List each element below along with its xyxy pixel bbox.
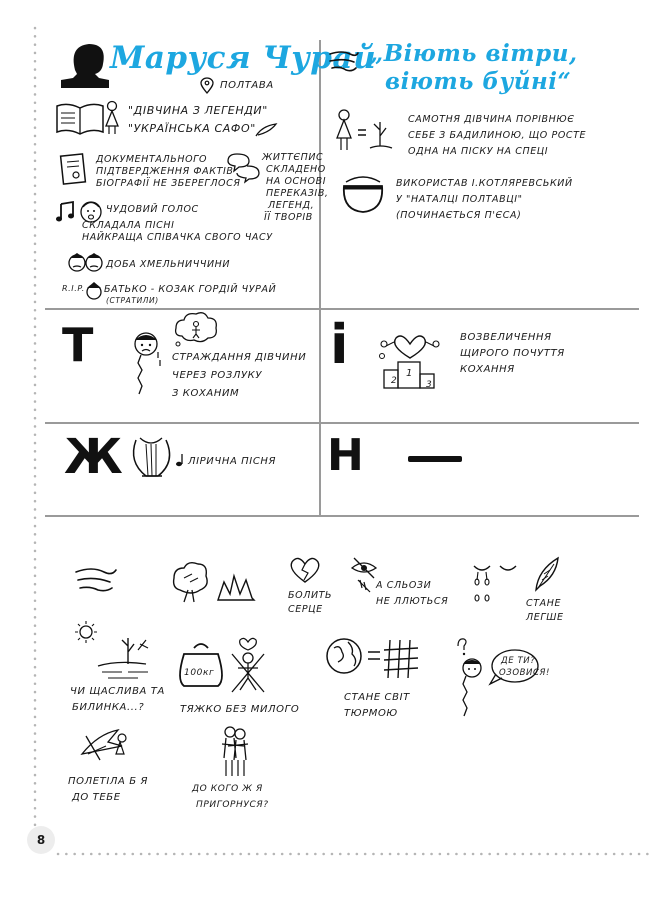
crying-eyes-icon: [470, 562, 530, 606]
t-text-line-2: ЧЕРЕЗ РОЗЛУКУ: [172, 370, 263, 381]
crying-girl-icon: [128, 330, 164, 396]
podium-first: 1: [406, 368, 413, 379]
facts-line-3: БІОГРАФІЇ НЕ ЗБЕРЕГЛОСЯ: [96, 178, 241, 189]
divider-horizontal-1: [45, 308, 639, 310]
prison-line-2: ТЮРМОЮ: [344, 708, 398, 719]
usage-line-1: ВИКОРИСТАВ І.КОТЛЯРЕВСЬКИЙ: [396, 178, 573, 189]
dream-cloud-icon: [172, 310, 220, 350]
happy-line-2: БИЛИНКА...?: [72, 702, 145, 713]
t-text-line-3: З КОХАНИМ: [172, 388, 240, 399]
weight-icon: [176, 640, 226, 690]
letter-zh: Ж: [64, 429, 123, 485]
cossack-faces-icon: [66, 250, 106, 276]
hard-label: ТЯЖКО БЕЗ МИЛОГО: [180, 704, 300, 715]
era-label: ДОБА ХМЕЛЬНИЧЧИНИ: [106, 259, 231, 270]
song-title-line2: віють буйні“: [385, 68, 572, 95]
nickname-legend: "ДІВЧИНА З ЛЕГЕНДИ": [128, 104, 268, 117]
searching-girl-icon: [452, 636, 492, 722]
small-note-icon: [174, 452, 186, 468]
crossed-stickman-icon: [228, 636, 268, 694]
girl-figure-icon: [102, 100, 122, 136]
lonely-girl-grass-icon: [334, 108, 394, 156]
comparison-line-3: ОДНА НА ПІСКУ НА СПЕЦІ: [408, 146, 549, 157]
father-label: БАТЬКО - КОЗАК ГОРДІЙ ЧУРАЙ: [104, 284, 277, 295]
hugging-couple-icon: [218, 724, 254, 780]
letter-t: Т: [62, 318, 94, 372]
bubble-line-2: ОЗОВИСЯ!: [499, 668, 551, 678]
open-book-icon: [55, 102, 105, 136]
prison-line-1: СТАНЕ СВІТ: [344, 692, 410, 703]
easier-line-2: ЛЕГШЕ: [526, 612, 564, 623]
comparison-line-1: САМОТНЯ ДІВЧИНА ПОРІВНЮЄ: [408, 114, 575, 125]
usage-line-2: У "НАТАЛЦІ ПОЛТАВЦІ": [396, 194, 523, 205]
heart-podium-icon: [370, 322, 450, 392]
facts-line-1: ДОКУМЕНТАЛЬНОГО: [96, 154, 208, 165]
cossack-head-icon: [84, 280, 104, 302]
nickname-sappho: "УКРАЇНСЬКА САФО": [128, 122, 256, 135]
fly-line-2: ДО ТЕБЕ: [72, 792, 121, 803]
bio-line-1: ЖИТТЄПИС: [262, 152, 324, 163]
i-text-line-2: ЩИРОГО ПОЧУТТЯ: [460, 348, 565, 359]
bio-line-2: СКЛАДЕНО: [266, 164, 326, 175]
dotted-left-border: [33, 28, 37, 848]
cauldron-icon: [340, 174, 386, 216]
n-dash-mark: [408, 456, 462, 462]
bush-icon: [170, 560, 210, 604]
document-icon: [60, 153, 90, 187]
divider-horizontal-2: [45, 422, 639, 424]
quill-icon: [254, 122, 278, 138]
happy-line-1: ЧИ ЩАСЛИВА ТА: [70, 686, 165, 697]
facts-line-2: ПІДТВЕРДЖЕННЯ ФАКТІВ: [96, 166, 234, 177]
heart-hurts-line-1: БОЛИТЬ: [288, 590, 333, 601]
letter-n: Н: [327, 430, 364, 481]
flying-girl-icon: [78, 724, 134, 764]
bubble-line-1: ДЕ ТИ?: [501, 656, 536, 666]
comparison-line-2: СЕБЕ З БАДИЛИНОЮ, ЩО РОСТЕ: [408, 130, 587, 141]
t-text-line-1: СТРАЖДАННЯ ДІВЧИНИ: [172, 352, 307, 363]
podium-second: 2: [391, 376, 398, 386]
wind-icon: [328, 48, 362, 74]
father-note: (СТРАТИЛИ): [106, 296, 159, 305]
dotted-bottom-border: [58, 852, 650, 856]
location-pin-icon: [200, 78, 214, 94]
tears-line-1: А СЛЬОЗИ: [376, 580, 432, 591]
song-title-line1: „Віють вітри,: [370, 40, 578, 67]
bio-line-6: ЇЇ ТВОРІВ: [264, 212, 313, 223]
fire-waves-icon: [216, 570, 256, 604]
bio-line-5: ЛЕГЕНД,: [268, 200, 315, 211]
fly-line-1: ПОЛЕТІЛА Б Я: [68, 776, 149, 787]
i-text-line-1: ВОЗВЕЛИЧЕННЯ: [460, 332, 552, 343]
bio-line-3: НА ОСНОВІ: [266, 176, 327, 187]
author-name-title: Маруся Чурай: [110, 40, 377, 76]
cuddle-line-1: ДО КОГО Ж Я: [192, 784, 263, 794]
rip-label: R.I.P.: [62, 284, 85, 293]
cuddle-line-2: ПРИГОРНУСЯ?: [196, 800, 269, 810]
bio-line-4: ПЕРЕКАЗІВ,: [266, 188, 329, 199]
wind-motif-icon: [74, 564, 118, 594]
voice-line-1: ЧУДОВИЙ ГОЛОС: [106, 204, 199, 215]
globe-prison-icon: [324, 634, 424, 684]
divider-vertical: [319, 40, 321, 515]
i-text-line-3: КОХАННЯ: [460, 364, 515, 375]
podium-third: 3: [426, 380, 433, 390]
page-number: 8: [27, 826, 55, 854]
music-note-icon: [55, 200, 77, 224]
easier-line-1: СТАНЕ: [526, 598, 562, 609]
weight-label: 100кг: [184, 668, 215, 678]
location-label: ПОЛТАВА: [220, 80, 274, 91]
voice-line-2: СКЛАДАЛА ПІСНІ: [82, 220, 175, 231]
letter-i: і: [330, 313, 349, 376]
speech-bubbles-icon: [225, 152, 261, 184]
lyre-icon: [126, 432, 176, 482]
tears-line-2: НЕ ЛЛЮТЬСЯ: [376, 596, 449, 607]
broken-heart-icon: [290, 556, 320, 584]
author-silhouette-icon: [55, 40, 115, 90]
zh-text: ЛІРИЧНА ПІСНЯ: [188, 456, 277, 467]
feather-icon: [532, 556, 562, 592]
divider-horizontal-3: [45, 515, 639, 517]
usage-line-3: (ПОЧИНАЄТЬСЯ П'ЄСА): [396, 210, 522, 221]
heart-hurts-line-2: СЕРЦЕ: [288, 604, 323, 615]
sun-sand-grass-icon: [68, 620, 158, 680]
voice-line-3: НАЙКРАЩА СПІВАЧКА СВОГО ЧАСУ: [82, 232, 273, 243]
